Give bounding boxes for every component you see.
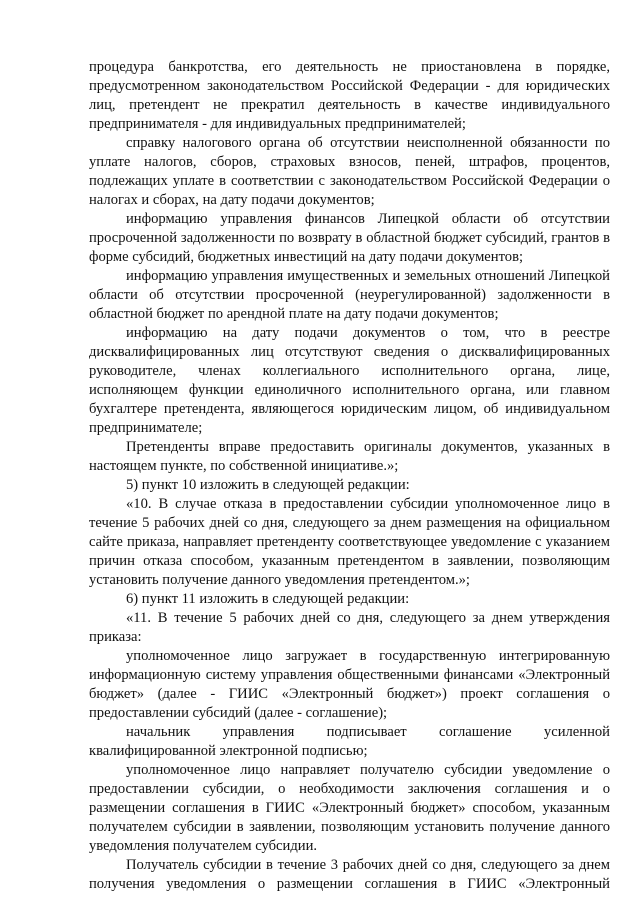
paragraph: информацию управления финансов Липецкой области об отсутствии просроченной задолженности по возврату в областной бюджет субсидий, грантов в форме субсидий, бюджетных инвестиций на дату подачи документов; xyxy=(89,211,610,265)
paragraph: уполномоченное лицо направляет получателю субсидии уведомление о предоставлении субсидии, о необходимости заключения соглашения и о размещении соглашения в ГИИС «Электронный бюджет» способом, указанным получателем субсидии в заявлении, позволяющим установить получение данного уведомления получателем субсидии. xyxy=(89,762,610,854)
paragraph: начальник управления подписывает соглашение усиленной квалифицированной электронной подписью; xyxy=(89,724,610,759)
paragraph: информацию управления имущественных и земельных отношений Липецкой области об отсутствии просроченной (неурегулированной) задолженности в областной бюджет по арендной плате на дату подачи документов; xyxy=(89,268,610,322)
paragraph: информацию на дату подачи документов о том, что в реестре дисквалифицированных лиц отсутствуют сведения о дисквалифицированных руководителе, членах коллегиального исполнительного органа, лице, исполняющем функции единоличного исполнительного органа, или главном бухгалтере претендента, являющегося юридическим лицом, об индивидуальном предпринимателе; xyxy=(89,325,610,436)
paragraph: «10. В случае отказа в предоставлении субсидии уполномоченное лицо в течение 5 рабочих дней со дня, следующего за днем размещения на официальном сайте приказа, направляет претенденту соответствующее уведомление с указанием причин отказа способом, указанным претендентом в заявлении, позволяющим установить получение данного уведомления претендентом.»; xyxy=(89,496,610,588)
paragraph: Претенденты вправе предоставить оригиналы документов, указанных в настоящем пункте, по собственной инициативе.»; xyxy=(89,439,610,474)
paragraph: процедура банкротства, его деятельность не приостановлена в порядке, предусмотренном законодательством Российской Федерации - для юридических лиц, претендент не прекратил деятельность в качестве индивидуального предпринимателя - для индивидуальных предпринимателей; xyxy=(89,59,610,132)
document-page xyxy=(89,58,610,894)
paragraph: Получатель субсидии в течение 3 рабочих дней со дня, следующего за днем получения уведомления о размещении соглашения в ГИИС «Электронный xyxy=(89,857,610,892)
paragraph: 5) пункт 10 изложить в следующей редакции: xyxy=(126,477,410,493)
paragraph: 6) пункт 11 изложить в следующей редакции: xyxy=(126,591,410,607)
paragraph: «11. В течение 5 рабочих дней со дня, следующего за днем утверждения приказа: xyxy=(89,610,610,645)
paragraph: уполномоченное лицо загружает в государственную интегрированную информационную систему управления общественными финансами «Электронный бюджет» (далее - ГИИС «Электронный бюджет») проект соглашения о предоставлении субсидий (далее - соглашение); xyxy=(89,648,610,721)
paragraph: справку налогового органа об отсутствии неисполненной обязанности по уплате налогов, сборов, страховых взносов, пеней, штрафов, процентов, подлежащих уплате в соответствии с законодательством Российской Федерации о налогах и сборах, на дату подачи документов; xyxy=(89,135,610,208)
